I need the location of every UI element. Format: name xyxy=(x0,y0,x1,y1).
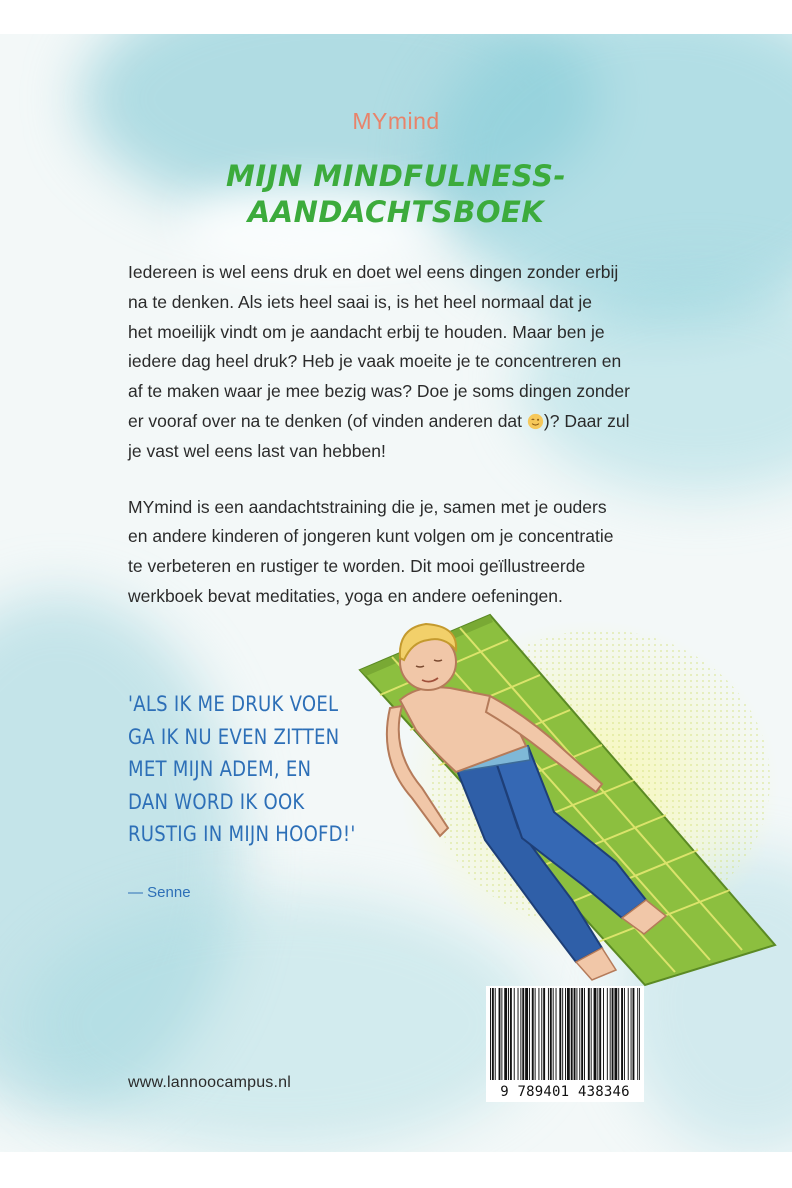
barcode-bar xyxy=(610,988,611,1080)
wink-emoji-icon xyxy=(527,413,544,430)
barcode-bar xyxy=(550,988,552,1080)
quote-line: GA IK NU EVEN ZITTEN xyxy=(128,724,340,749)
blurb xyxy=(128,258,688,638)
boy-lying-on-mat-illustration xyxy=(340,600,780,990)
barcode-bar xyxy=(541,988,542,1080)
publisher-website: www.lannoocampus.nl xyxy=(128,1074,291,1091)
blurb-line xyxy=(128,407,688,437)
barcode-bar xyxy=(501,988,502,1080)
barcode-bar xyxy=(591,988,592,1080)
book-title-line: MIJN MINDFULNESS- xyxy=(226,159,566,193)
blurb-line: af te maken waar je mee bezig was? Doe je soms dingen zonder xyxy=(128,381,630,402)
barcode-bar xyxy=(518,988,519,1080)
barcode-bars xyxy=(490,988,640,1080)
barcode-bar xyxy=(637,988,638,1080)
barcode-bar xyxy=(571,988,573,1080)
barcode-bar xyxy=(614,988,617,1080)
blurb-line: MYmind is een aandachtstraining die je, samen met je ouders xyxy=(128,496,607,517)
isbn-number: 9 789401 438346 xyxy=(500,1084,630,1100)
series-name: MYmind xyxy=(352,108,440,134)
barcode-bar xyxy=(559,988,561,1080)
barcode-bar xyxy=(565,988,566,1080)
barcode-bar xyxy=(499,988,501,1080)
barcode-bar xyxy=(618,988,619,1080)
barcode-bar xyxy=(607,988,608,1080)
barcode-bar xyxy=(504,988,507,1080)
barcode-bar xyxy=(599,988,601,1080)
barcode-bar xyxy=(567,988,570,1080)
barcode-bar xyxy=(508,988,509,1080)
barcode-bar xyxy=(548,988,549,1080)
barcode-bar xyxy=(584,988,585,1080)
barcode-bar xyxy=(639,988,640,1080)
barcode-bar xyxy=(522,988,524,1080)
book-title xyxy=(160,158,632,230)
barcode-bar xyxy=(621,988,623,1080)
barcode-bar xyxy=(520,988,521,1080)
blurb-line: het moeilijk vindt om je aandacht erbij te houden. Maar ben je xyxy=(128,321,605,342)
barcode-bar xyxy=(535,988,536,1080)
barcode-bar xyxy=(543,988,545,1080)
quote-author: — Senne xyxy=(128,884,191,901)
barcode-bar xyxy=(594,988,597,1080)
barcode-bar xyxy=(510,988,512,1080)
barcode-bar xyxy=(597,988,598,1080)
isbn-barcode xyxy=(486,986,644,1102)
book-title-line: AANDACHTSBOEK xyxy=(247,195,545,229)
blurb-line: Iedereen is wel eens druk en doet wel eens dingen zonder erbij xyxy=(128,262,619,282)
quote-line: RUSTIG IN MIJN HOOFD!' xyxy=(128,822,356,846)
blurb-line: je vast wel eens last van hebben! xyxy=(128,440,386,461)
quote-line: DAN WORD IK OOK xyxy=(128,789,305,814)
barcode-bar xyxy=(562,988,563,1080)
barcode-bar xyxy=(633,988,635,1080)
barcode-bar xyxy=(588,988,590,1080)
blurb-line: en andere kinderen of jongeren kunt volgen om je concentratie xyxy=(128,526,614,547)
barcode-bar xyxy=(631,988,632,1080)
barcode-bar xyxy=(514,988,515,1080)
barcode-bar xyxy=(525,988,528,1080)
blurb-line: iedere dag heel druk? Heb je vaak moeite je te concentreren en xyxy=(128,351,622,372)
quote xyxy=(128,688,403,851)
quote-line: MET MIJN ADEM, EN xyxy=(128,757,312,781)
barcode-bar xyxy=(529,988,530,1080)
barcode-bar xyxy=(603,988,604,1080)
barcode-bar xyxy=(579,988,580,1080)
blurb-line: werkboek bevat meditaties, yoga en andere oefeningen. xyxy=(128,585,563,606)
blurb-paragraph-2 xyxy=(128,493,688,612)
barcode-bar xyxy=(532,988,534,1080)
blurb-line-part: er vooraf over na te denken (of vinden anderen dat xyxy=(128,410,527,431)
barcode-bar xyxy=(538,988,539,1080)
blurb-line: na te denken. Als iets heel saai is, is het heel normaal dat je xyxy=(128,291,593,312)
barcode-bar xyxy=(553,988,554,1080)
barcode-bar xyxy=(624,988,625,1080)
barcode-bar xyxy=(612,988,614,1080)
blurb-paragraph-1 xyxy=(128,258,688,467)
barcode-bar xyxy=(492,988,494,1080)
blurb-line-part: )? Daar zul xyxy=(543,410,630,431)
barcode-bar xyxy=(556,988,557,1080)
barcode-bar xyxy=(495,988,496,1080)
quote-line: 'ALS IK ME DRUK VOEL xyxy=(128,692,339,716)
barcode-bar xyxy=(581,988,583,1080)
barcode-bar xyxy=(490,988,491,1080)
barcode-bar xyxy=(628,988,629,1080)
barcode-bar xyxy=(574,988,576,1080)
blurb-line: te verbeteren en rustiger te worden. Dit mooi geïllustreerde xyxy=(128,556,586,577)
barcode-bar xyxy=(576,988,577,1080)
